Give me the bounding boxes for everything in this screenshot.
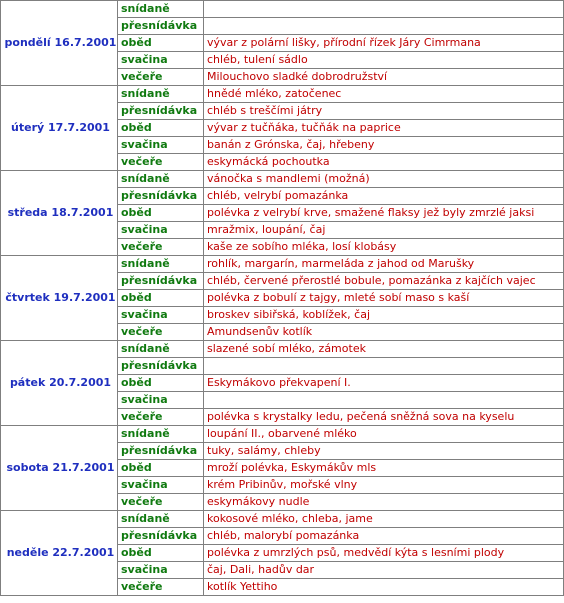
meal-label: svačina [118,477,204,494]
meal-dish: mroží polévka, Eskymákův mls [204,460,564,477]
meal-label: svačina [118,562,204,579]
meal-dish: chléb, červené přerostlé bobule, pomazánka z kajčích vajec [204,273,564,290]
table-row [1,86,564,103]
table-row [1,1,564,18]
meal-dish: Eskymákovo překvapení I. [204,375,564,392]
meal-dish: broskev sibiřská, koblížek, čaj [204,307,564,324]
meal-label: přesnídávka [118,18,204,35]
meal-dish: vývar z tučňáka, tučňák na paprice [204,120,564,137]
meal-label: snídaně [118,511,204,528]
meal-dish [204,18,564,35]
meal-label: oběd [118,205,204,222]
meal-label: přesnídávka [118,273,204,290]
meal-label: oběd [118,375,204,392]
meal-dish [204,358,564,375]
meal-dish: slazené sobí mléko, zámotek [204,341,564,358]
table-row [1,341,564,358]
table-row [1,171,564,188]
day-label: čtvrtek 19.7.2001 [1,256,118,341]
meal-label: přesnídávka [118,528,204,545]
meal-label: svačina [118,307,204,324]
meal-dish: kokosové mléko, chleba, jame [204,511,564,528]
meal-dish: Amundsenův kotlík [204,324,564,341]
day-label: neděle 22.7.2001 [1,511,118,596]
meal-label: večeře [118,579,204,596]
meal-dish: polévka z bobulí z tajgy, mleté sobí maso s kaší [204,290,564,307]
meal-label: snídaně [118,426,204,443]
meal-label: oběd [118,35,204,52]
meal-label: svačina [118,222,204,239]
meal-label: oběd [118,545,204,562]
meal-dish: polévka z velrybí krve, smažené flaksy jež byly zmrzlé jaksi [204,205,564,222]
meal-dish [204,1,564,18]
meal-label: přesnídávka [118,358,204,375]
meal-label: večeře [118,239,204,256]
meal-label: oběd [118,460,204,477]
meal-label: svačina [118,137,204,154]
meal-dish: čaj, Dali, hadův dar [204,562,564,579]
meal-label: přesnídávka [118,443,204,460]
meal-label: večeře [118,409,204,426]
meal-dish: chléb, tulení sádlo [204,52,564,69]
table-row [1,426,564,443]
meal-label: večeře [118,324,204,341]
meal-dish: eskymácká pochoutka [204,154,564,171]
meal-dish: chléb, malorybí pomazánka [204,528,564,545]
meal-dish: kotlík Yettiho [204,579,564,596]
day-label: středa 18.7.2001 [1,171,118,256]
menu-table-body [1,1,564,596]
meal-label: snídaně [118,341,204,358]
meal-dish: mražmix, loupání, čaj [204,222,564,239]
meal-label: večeře [118,154,204,171]
meal-dish: polévka z umrzlých psů, medvědí kýta s lesními plody [204,545,564,562]
meal-label: večeře [118,69,204,86]
meal-label: snídaně [118,171,204,188]
table-row [1,511,564,528]
meal-label: přesnídávka [118,103,204,120]
day-label: pondělí 16.7.2001 [1,1,118,86]
meal-label: večeře [118,494,204,511]
day-label: úterý 17.7.2001 [1,86,118,171]
meal-dish: loupání II., obarvené mléko [204,426,564,443]
meal-dish: chléb, velrybí pomazánka [204,188,564,205]
meal-dish: chléb s treščími játry [204,103,564,120]
meal-dish: tuky, salámy, chleby [204,443,564,460]
meal-dish: hnědé mléko, zatočenec [204,86,564,103]
meal-label: snídaně [118,256,204,273]
meal-label: snídaně [118,86,204,103]
meal-dish: Milouchovo sladké dobrodružství [204,69,564,86]
table-row [1,256,564,273]
meal-dish: polévka s krystalky ledu, pečená sněžná sova na kyselu [204,409,564,426]
meal-dish: krém Pribinův, mořské vlny [204,477,564,494]
meal-dish: banán z Grónska, čaj, hřebeny [204,137,564,154]
meal-label: oběd [118,120,204,137]
meal-dish: rohlík, margarín, marmeláda z jahod od Marušky [204,256,564,273]
meal-label: snídaně [118,1,204,18]
meal-dish: kaše ze sobího mléka, losí klobásy [204,239,564,256]
meal-dish: vánočka s mandlemi (možná) [204,171,564,188]
meal-label: přesnídávka [118,188,204,205]
day-label: sobota 21.7.2001 [1,426,118,511]
meal-dish: vývar z polární lišky, přírodní řízek Járy Cimrmana [204,35,564,52]
meal-label: svačina [118,392,204,409]
meal-label: oběd [118,290,204,307]
day-label: pátek 20.7.2001 [1,341,118,426]
meal-dish [204,392,564,409]
meal-label: svačina [118,52,204,69]
meal-dish: eskymákovy nudle [204,494,564,511]
